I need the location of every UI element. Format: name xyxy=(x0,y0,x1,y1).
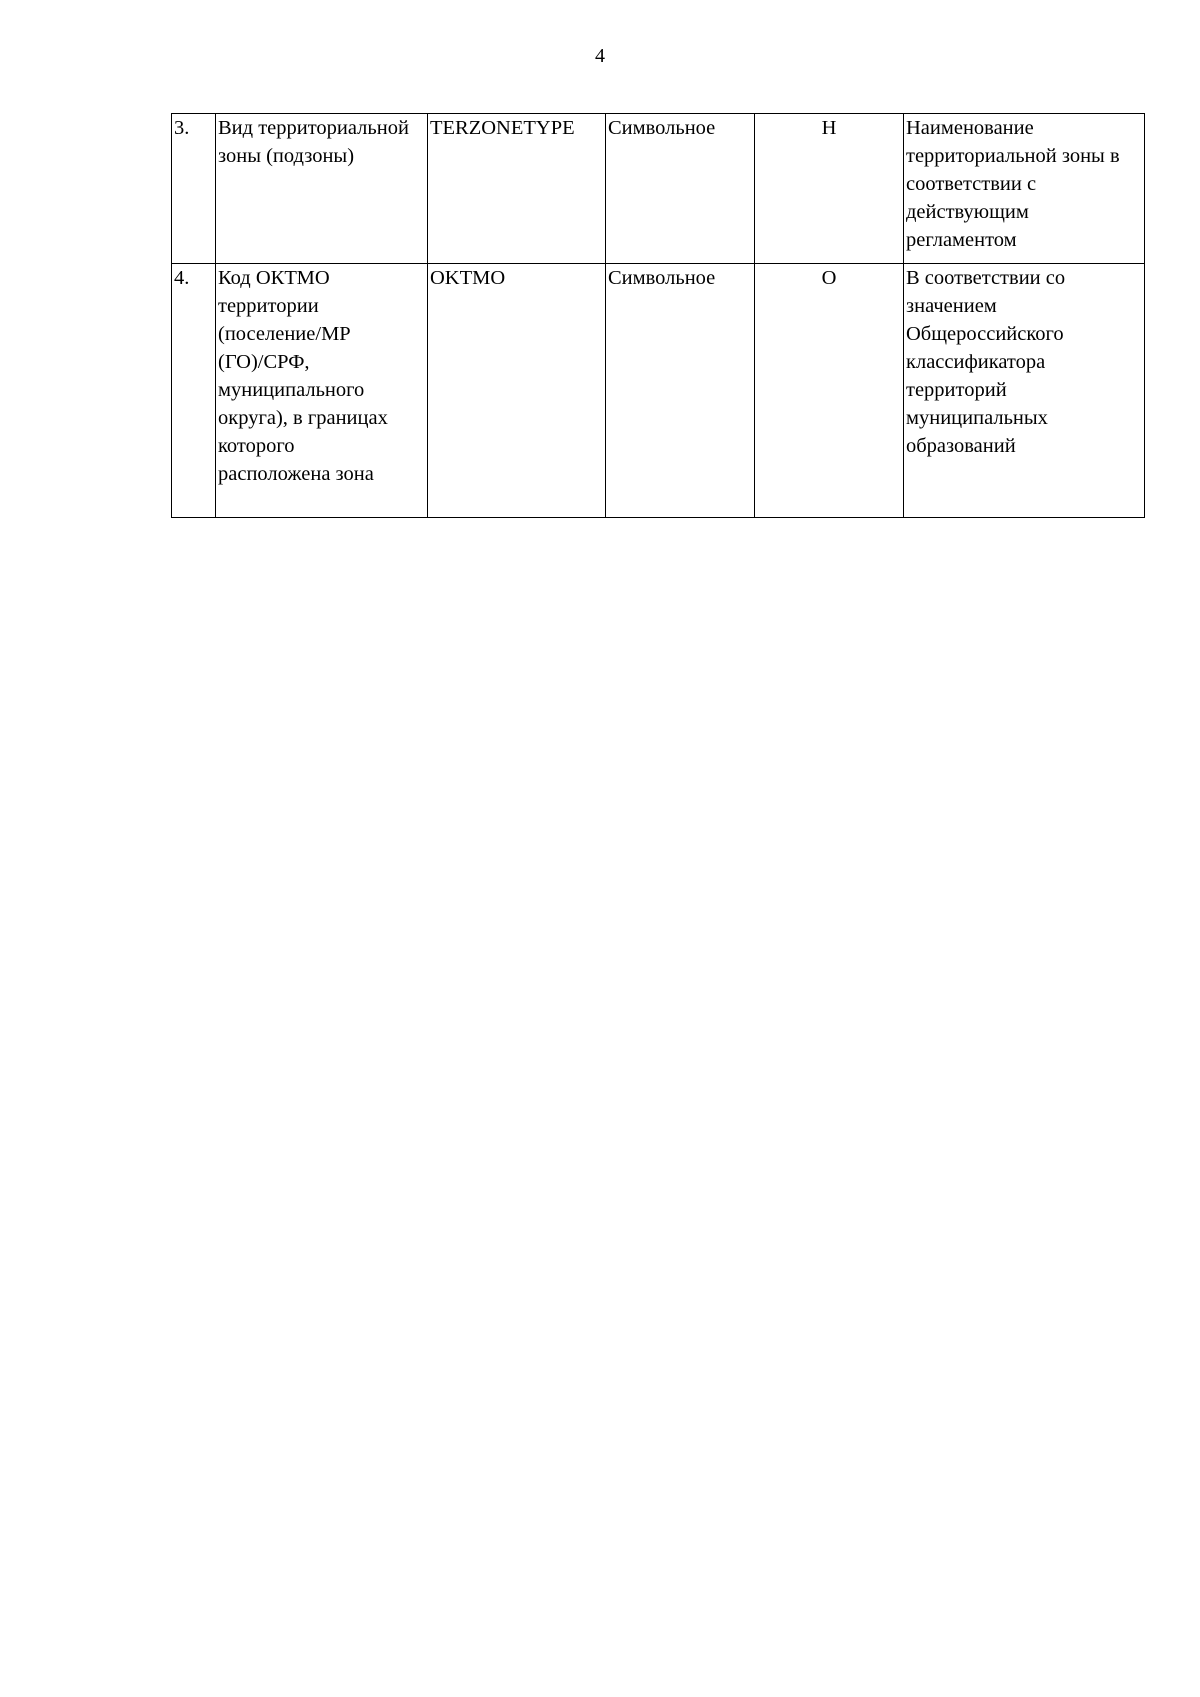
attribute-name-line: которого xyxy=(218,435,295,457)
page-number: 4 xyxy=(595,45,605,67)
attribute-type: Символьное xyxy=(606,264,755,518)
attribute-description-cell xyxy=(904,264,1145,518)
required-flag: О xyxy=(755,264,904,518)
attribute-description-line: значением xyxy=(906,295,997,317)
attribute-description-line: действующим xyxy=(906,201,1029,223)
attribute-description-cell xyxy=(904,114,1145,264)
attribute-description-line: классификатора xyxy=(906,351,1046,373)
attribute-code: OKTMO xyxy=(428,264,606,518)
table-row xyxy=(172,264,1145,518)
attribute-name-line: территории xyxy=(218,295,319,317)
required-flag: Н xyxy=(755,114,904,264)
attribute-description-line: образований xyxy=(906,435,1016,457)
attribute-type: Символьное xyxy=(606,114,755,264)
attribute-description-line: муниципальных xyxy=(906,407,1048,429)
attribute-description-line: соответствии с xyxy=(906,173,1037,195)
attribute-name-line: (ГО)/СРФ, xyxy=(218,351,310,373)
row-number: 4. xyxy=(172,264,216,518)
attribute-description-line: Наименование xyxy=(906,117,1034,139)
attribute-name-line: расположена зона xyxy=(218,463,374,485)
attribute-name-cell xyxy=(216,264,428,518)
attribute-name-line: (поселение/МР xyxy=(218,323,351,345)
attribute-name-line: Вид территориальной xyxy=(218,117,409,139)
row-number: 3. xyxy=(172,114,216,264)
attribute-description-line: В соответствии со xyxy=(906,267,1066,289)
attribute-name-cell xyxy=(216,114,428,264)
attribute-description-line: Общероссийского xyxy=(906,323,1064,345)
attribute-description-line: территорий xyxy=(906,379,1007,401)
table-row xyxy=(172,114,1145,264)
attribute-name-line: Код ОКТМО xyxy=(218,267,330,289)
attribute-table xyxy=(171,113,1145,518)
attribute-name-line: округа), в границах xyxy=(218,407,388,429)
attribute-name-line: зоны (подзоны) xyxy=(218,145,355,167)
attribute-name-line: муниципального xyxy=(218,379,365,401)
attribute-code: TERZONETYPE xyxy=(428,114,606,264)
attribute-description-line: территориальной зоны в xyxy=(906,145,1120,167)
attribute-description-line: регламентом xyxy=(906,229,1017,251)
